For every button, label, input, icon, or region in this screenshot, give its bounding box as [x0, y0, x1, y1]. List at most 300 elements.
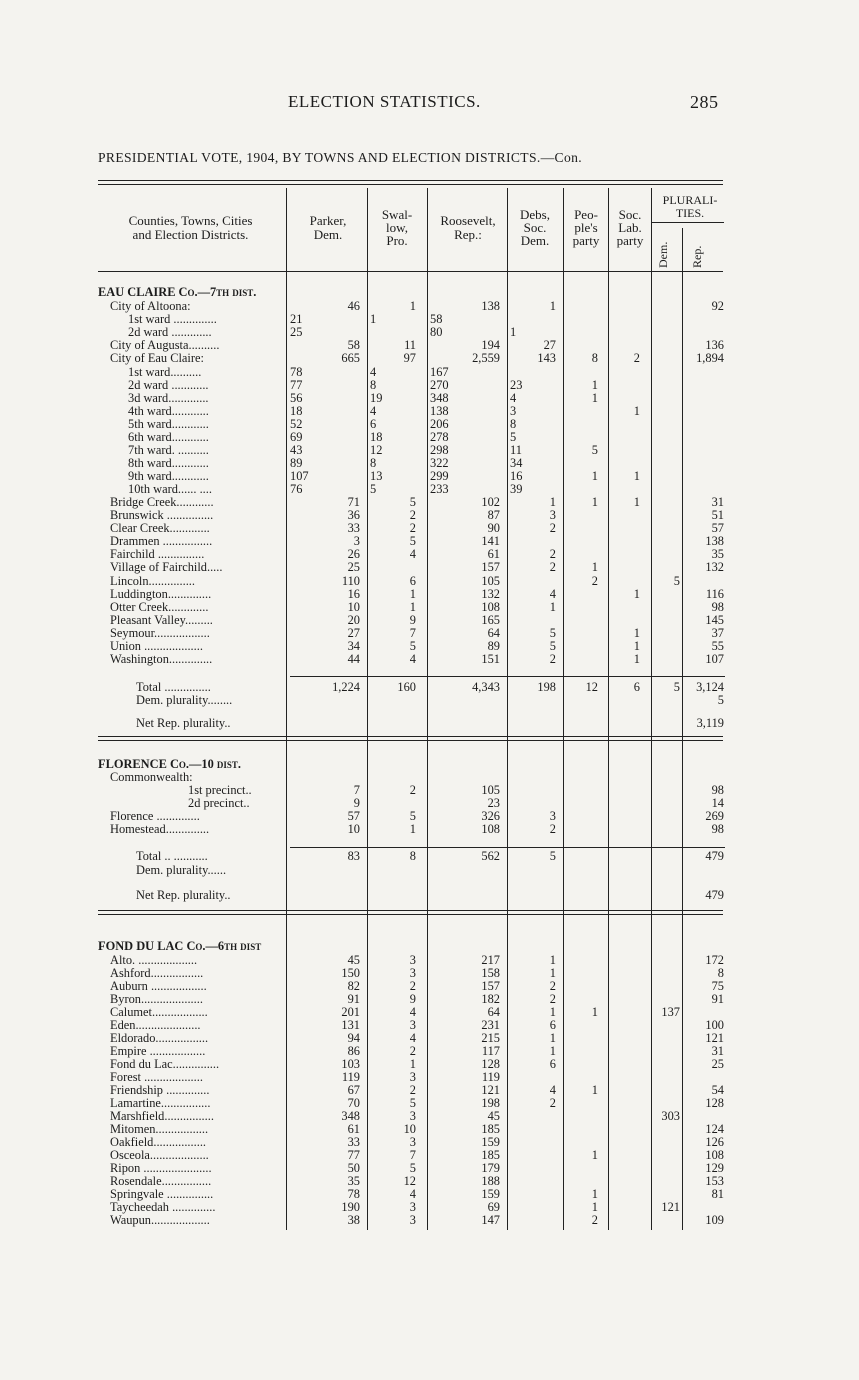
parker-value: 10	[347, 600, 360, 614]
plurality-rep-value: 479	[705, 849, 724, 863]
swallow-value: 3	[409, 1109, 416, 1123]
table-row	[98, 405, 738, 418]
table-row	[98, 1162, 738, 1175]
parker-value: 665	[341, 351, 360, 365]
roosevelt-value: 194	[481, 338, 500, 352]
row-label: Washington..............	[110, 653, 213, 666]
table-row	[98, 535, 738, 548]
table-row	[98, 444, 738, 457]
parker-value: 33	[347, 521, 360, 535]
roosevelt-value: 90	[487, 521, 500, 535]
peoples-value: 2	[591, 1213, 598, 1227]
soclab-header-1: Soc.	[618, 207, 642, 222]
peoples-header-2: ple's	[574, 220, 598, 235]
row-label: 2d ward ............	[128, 379, 209, 392]
debs-ward-value: 4	[510, 391, 517, 405]
row-label: Eldorado.................	[110, 1032, 209, 1045]
swallow-header-3: Pro.	[386, 233, 408, 248]
swallow-value: 4	[409, 1187, 416, 1201]
parker-header-2: Dem.	[313, 227, 343, 242]
table-row	[98, 797, 738, 810]
table-title: PRESIDENTIAL VOTE, 1904, BY TOWNS AND ELECTION DISTRICTS.—Con.	[98, 150, 583, 165]
total-row	[98, 717, 738, 730]
header-top-rule	[98, 180, 723, 181]
parker-value: 33	[347, 1135, 360, 1149]
row-label: Florence ..............	[110, 810, 200, 823]
row-label: Eden.....................	[110, 1019, 201, 1032]
peoples-value: 1	[591, 495, 598, 509]
debs-value: 1	[549, 495, 556, 509]
parker-ward-value: 89	[290, 456, 303, 470]
row-label: Luddington..............	[110, 588, 212, 601]
roosevelt-value: 128	[481, 1057, 500, 1071]
total-rule-eau-claire	[290, 676, 725, 677]
row-label: 10th ward...... ....	[128, 483, 212, 496]
swallow-ward-value: 18	[370, 430, 383, 444]
parker-value: 86	[347, 1044, 360, 1058]
parker-value: 91	[347, 992, 360, 1006]
roosevelt-value: 157	[481, 560, 500, 574]
swallow-ward-value: 6	[370, 417, 377, 431]
parker-value: 57	[347, 809, 360, 823]
running-title: ELECTION STATISTICS.	[288, 92, 481, 111]
table-row	[98, 1006, 738, 1019]
row-label: Marshfield................	[110, 1110, 214, 1123]
swallow-value: 3	[409, 1135, 416, 1149]
row-label: 2d precinct..	[188, 797, 250, 810]
row-label: 1st ward ..............	[128, 313, 217, 326]
swallow-value: 3	[409, 1018, 416, 1032]
plurality-dem-value: 5	[673, 574, 680, 588]
table-row	[98, 496, 738, 509]
swallow-ward-value: 12	[370, 443, 383, 457]
parker-value: 67	[347, 1083, 360, 1097]
roosevelt-value: 182	[481, 992, 500, 1006]
roosevelt-ward-value: 206	[430, 417, 449, 431]
parker-value: 110	[341, 574, 360, 588]
parker-value: 9	[353, 796, 360, 810]
row-label: Calumet..................	[110, 1006, 208, 1019]
plurality-rep-value: 91	[711, 992, 724, 1006]
plurality-rep-value: 126	[705, 1135, 724, 1149]
table-row	[98, 980, 738, 993]
table-row	[98, 509, 738, 522]
page-number: 285	[690, 92, 719, 112]
soclab-value: 1	[633, 587, 640, 601]
plurality-rep-value: 121	[705, 1031, 724, 1045]
table-row	[98, 1110, 738, 1123]
roosevelt-value: 64	[487, 1005, 500, 1019]
debs-value: 1	[549, 600, 556, 614]
parker-value: 20	[347, 613, 360, 627]
roosevelt-value: 102	[481, 495, 500, 509]
row-label: Lincoln...............	[110, 575, 196, 588]
header-top-rule-2	[98, 184, 723, 185]
plurality-rep-value: 132	[705, 560, 724, 574]
row-label: Friendship ..............	[110, 1084, 210, 1097]
swallow-ward-value: 4	[370, 365, 377, 379]
debs-value: 198	[537, 680, 556, 694]
row-label: Lamartine................	[110, 1097, 211, 1110]
debs-value: 2	[549, 1096, 556, 1110]
peoples-value: 8	[591, 351, 598, 365]
table-row	[98, 326, 738, 339]
row-label: Empire ..................	[110, 1045, 206, 1058]
parker-ward-value: 56	[290, 391, 303, 405]
swallow-value: 7	[409, 1148, 416, 1162]
roosevelt-value: 185	[481, 1148, 500, 1162]
row-label: Waupun...................	[110, 1214, 210, 1227]
parker-value: 7	[353, 783, 360, 797]
row-label: City of Eau Claire:	[110, 352, 204, 365]
parker-value: 1,224	[332, 680, 360, 694]
table-row	[98, 1097, 738, 1110]
swallow-value: 9	[409, 613, 416, 627]
parker-value: 26	[347, 547, 360, 561]
plurality-rep-value: 14	[711, 796, 724, 810]
table-row	[98, 575, 738, 588]
plurality-rep-value: 129	[705, 1161, 724, 1175]
debs-ward-value: 11	[510, 443, 522, 457]
row-label: 8th ward............	[128, 457, 209, 470]
roosevelt-ward-value: 58	[430, 312, 443, 326]
county-heading-row	[98, 286, 738, 299]
row-label: 1st ward..........	[128, 366, 202, 379]
roosevelt-value: 188	[481, 1174, 500, 1188]
plurality-rep-value: 172	[705, 953, 724, 967]
parker-value: 119	[341, 1070, 360, 1084]
plurality-dem-header: Dem.	[656, 241, 670, 268]
table-row	[98, 483, 738, 496]
table-row	[98, 418, 738, 431]
parker-value: 201	[341, 1005, 360, 1019]
swallow-value: 4	[409, 652, 416, 666]
plurality-rep-value: 57	[711, 521, 724, 535]
table-row	[98, 339, 738, 352]
table-row	[98, 823, 738, 836]
table-row	[98, 810, 738, 823]
roosevelt-value: 158	[481, 966, 500, 980]
swallow-value: 1	[409, 600, 416, 614]
table-row	[98, 1201, 738, 1214]
row-label: Homestead..............	[110, 823, 210, 836]
swallow-value: 3	[409, 1213, 416, 1227]
parker-value: 77	[347, 1148, 360, 1162]
swallow-value: 5	[409, 639, 416, 653]
row-label: 1st precinct..	[188, 784, 252, 797]
row-label: Dem. plurality......	[136, 864, 227, 877]
table-row	[98, 561, 738, 574]
roosevelt-ward-value: 270	[430, 378, 449, 392]
row-label: City of Altoona:	[110, 300, 191, 313]
table-row	[98, 548, 738, 561]
row-label: Total .. ...........	[136, 850, 208, 863]
row-label: Net Rep. plurality..	[136, 717, 231, 730]
parker-value: 70	[347, 1096, 360, 1110]
row-label: Brunswick ...............	[110, 509, 214, 522]
parker-value: 61	[347, 1122, 360, 1136]
peoples-header-3: party	[572, 233, 600, 248]
roosevelt-value: 108	[481, 600, 500, 614]
roosevelt-value: 45	[487, 1109, 500, 1123]
plurality-rep-value: 107	[705, 652, 724, 666]
swallow-value: 5	[409, 495, 416, 509]
table-row	[98, 588, 738, 601]
plurality-rep-value: 269	[705, 809, 724, 823]
roosevelt-value: 121	[481, 1083, 500, 1097]
swallow-value: 1	[409, 1057, 416, 1071]
roosevelt-value: 141	[481, 534, 500, 548]
roosevelt-value: 562	[481, 849, 500, 863]
table-row	[98, 522, 738, 535]
plurality-rep-value: 25	[711, 1057, 724, 1071]
row-label: 4th ward............	[128, 405, 209, 418]
peoples-value: 1	[591, 1187, 598, 1201]
row-label: Pleasant Valley.........	[110, 614, 213, 627]
soclab-value: 1	[633, 652, 640, 666]
table-row	[98, 352, 738, 365]
parker-ward-value: 21	[290, 312, 303, 326]
roosevelt-value: 151	[481, 652, 500, 666]
debs-ward-value: 8	[510, 417, 517, 431]
roosevelt-value: 198	[481, 1096, 500, 1110]
swallow-value: 5	[409, 534, 416, 548]
debs-ward-value: 34	[510, 456, 523, 470]
county-heading-row	[98, 940, 738, 953]
swallow-value: 11	[404, 338, 416, 352]
table-row	[98, 1058, 738, 1071]
plurality-rep-value: 35	[711, 547, 724, 561]
row-label: Fairchild ...............	[110, 548, 205, 561]
plurality-rep-value: 153	[705, 1174, 724, 1188]
plurality-rep-value: 136	[705, 338, 724, 352]
swallow-value: 3	[409, 1200, 416, 1214]
plurality-rep-value: 128	[705, 1096, 724, 1110]
debs-value: 2	[549, 979, 556, 993]
debs-header-1: Debs,	[520, 207, 550, 222]
total-row	[98, 850, 738, 863]
table-row	[98, 431, 738, 444]
roosevelt-ward-value: 233	[430, 482, 449, 496]
row-label: Mitomen.................	[110, 1123, 209, 1136]
debs-value: 1	[549, 1031, 556, 1045]
row-label: 7th ward. ..........	[128, 444, 209, 457]
row-label: Seymour..................	[110, 627, 210, 640]
swallow-ward-value: 8	[370, 378, 377, 392]
swallow-ward-value: 5	[370, 482, 377, 496]
row-label: FLORENCE Co.—10 dist.	[98, 758, 241, 771]
swallow-value: 1	[409, 299, 416, 313]
roosevelt-value: 108	[481, 822, 500, 836]
swallow-header-1: Swal-	[381, 207, 413, 222]
plurality-dem-value: 303	[661, 1109, 680, 1123]
table-row	[98, 300, 738, 313]
row-label: Auburn ..................	[110, 980, 207, 993]
counties-header-line1: Counties, Towns, Cities	[128, 213, 253, 228]
plurality-dem-value: 121	[661, 1200, 680, 1214]
table-row	[98, 379, 738, 392]
swallow-value: 4	[409, 1031, 416, 1045]
table-row	[98, 1045, 738, 1058]
debs-ward-value: 3	[510, 404, 517, 418]
swallow-value: 9	[409, 992, 416, 1006]
row-label: Rosendale................	[110, 1175, 212, 1188]
swallow-value: 1	[409, 822, 416, 836]
roosevelt-value: 4,343	[472, 680, 500, 694]
peoples-value: 1	[591, 560, 598, 574]
table-row	[98, 1149, 738, 1162]
swallow-value: 3	[409, 953, 416, 967]
plurality-rep-value: 98	[711, 822, 724, 836]
row-label: Alto. ...................	[110, 954, 198, 967]
parker-ward-value: 107	[290, 469, 309, 483]
swallow-value: 97	[403, 351, 416, 365]
debs-value: 2	[549, 822, 556, 836]
parker-value: 103	[341, 1057, 360, 1071]
plurality-dem-value: 137	[661, 1005, 680, 1019]
plurality-rep-value: 138	[705, 534, 724, 548]
swallow-value: 8	[409, 849, 416, 863]
swallow-value: 160	[397, 680, 416, 694]
debs-ward-value: 1	[510, 325, 517, 339]
swallow-value: 5	[409, 809, 416, 823]
plurality-rep-value: 3,124	[696, 680, 724, 694]
debs-value: 2	[549, 652, 556, 666]
row-label: Net Rep. plurality..	[136, 889, 231, 902]
peoples-value: 2	[591, 574, 598, 588]
table-row	[98, 627, 738, 640]
peoples-header-1: Peo-	[574, 207, 598, 222]
total-row	[98, 681, 738, 694]
plurality-rep-header: Rep.	[690, 245, 704, 268]
debs-value: 6	[549, 1057, 556, 1071]
parker-ward-value: 69	[290, 430, 303, 444]
swallow-value: 2	[409, 521, 416, 535]
roosevelt-value: 159	[481, 1187, 500, 1201]
row-label: Forest ...................	[110, 1071, 203, 1084]
debs-header-3: Dem.	[520, 233, 550, 248]
roosevelt-value: 179	[481, 1161, 500, 1175]
swallow-value: 6	[409, 574, 416, 588]
parker-ward-value: 78	[290, 365, 303, 379]
roosevelt-ward-value: 80	[430, 325, 443, 339]
peoples-value: 1	[591, 469, 598, 483]
debs-value: 2	[549, 547, 556, 561]
debs-value: 2	[549, 521, 556, 535]
plurality-rep-value: 92	[711, 299, 724, 313]
parker-value: 58	[347, 338, 360, 352]
parker-value: 83	[347, 849, 360, 863]
parker-value: 82	[347, 979, 360, 993]
peoples-value: 12	[585, 680, 598, 694]
parker-ward-value: 52	[290, 417, 303, 431]
debs-ward-value: 5	[510, 430, 517, 444]
row-label: FOND DU LAC Co.—6th dist	[98, 940, 262, 953]
table-row	[98, 784, 738, 797]
parker-value: 94	[347, 1031, 360, 1045]
table-row	[98, 470, 738, 483]
plurality-rep-value: 31	[711, 495, 724, 509]
parker-value: 190	[341, 1200, 360, 1214]
plurality-rep-value: 81	[711, 1187, 724, 1201]
plurality-dem-value: 5	[673, 680, 680, 694]
section-rule-eau-claire	[98, 736, 723, 737]
table-row	[98, 771, 738, 784]
table-row	[98, 1188, 738, 1201]
roosevelt-value: 61	[487, 547, 500, 561]
parker-value: 35	[347, 1174, 360, 1188]
plurality-rep-value: 8	[717, 966, 724, 980]
roosevelt-value: 231	[481, 1018, 500, 1032]
row-label: 5th ward............	[128, 418, 209, 431]
parker-ward-value: 25	[290, 325, 303, 339]
row-label: Dem. plurality........	[136, 694, 233, 707]
roosevelt-value: 217	[481, 953, 500, 967]
roosevelt-value: 157	[481, 979, 500, 993]
soclab-value: 1	[633, 404, 640, 418]
swallow-value: 5	[409, 1096, 416, 1110]
row-label: Springvale ...............	[110, 1188, 214, 1201]
roosevelt-value: 132	[481, 587, 500, 601]
row-label: Union ...................	[110, 640, 203, 653]
debs-value: 5	[549, 639, 556, 653]
row-label: 6th ward............	[128, 431, 209, 444]
roosevelt-ward-value: 322	[430, 456, 449, 470]
parker-value: 71	[347, 495, 360, 509]
table-row	[98, 614, 738, 627]
table-row	[98, 954, 738, 967]
debs-value: 5	[549, 626, 556, 640]
parker-value: 3	[353, 534, 360, 548]
row-label: Oakfield.................	[110, 1136, 207, 1149]
plurality-rep-value: 98	[711, 783, 724, 797]
table-row	[98, 1084, 738, 1097]
plurality-rep-value: 109	[705, 1213, 724, 1227]
swallow-value: 4	[409, 1005, 416, 1019]
plurality-rep-value: 31	[711, 1044, 724, 1058]
table-row	[98, 993, 738, 1006]
row-label: Otter Creek.............	[110, 601, 209, 614]
roosevelt-ward-value: 167	[430, 365, 449, 379]
swallow-value: 12	[403, 1174, 416, 1188]
roosevelt-value: 2,559	[472, 351, 500, 365]
roosevelt-value: 165	[481, 613, 500, 627]
debs-value: 1	[549, 1044, 556, 1058]
section-rule-eau-claire-2	[98, 740, 723, 741]
plurality-rep-value: 51	[711, 508, 724, 522]
row-label: Village of Fairchild.....	[110, 561, 223, 574]
swallow-value: 7	[409, 626, 416, 640]
row-label: Osceola...................	[110, 1149, 209, 1162]
parker-header-1: Parker,	[309, 213, 347, 228]
parker-value: 150	[341, 966, 360, 980]
plurality-rep-value: 108	[705, 1148, 724, 1162]
row-label: Commonwealth:	[110, 771, 193, 784]
counties-header-line2: and Election Districts.	[132, 227, 249, 242]
roosevelt-ward-value: 348	[430, 391, 449, 405]
table-row	[98, 601, 738, 614]
swallow-value: 3	[409, 1070, 416, 1084]
plurality-rep-value: 479	[705, 888, 724, 902]
row-label: Ripon ......................	[110, 1162, 212, 1175]
swallow-value: 2	[409, 979, 416, 993]
debs-value: 143	[537, 351, 556, 365]
table-row	[98, 640, 738, 653]
roosevelt-header-1: Roosevelt,	[440, 213, 496, 228]
table-row	[98, 1214, 738, 1227]
roosevelt-value: 117	[481, 1044, 500, 1058]
roosevelt-value: 89	[487, 639, 500, 653]
